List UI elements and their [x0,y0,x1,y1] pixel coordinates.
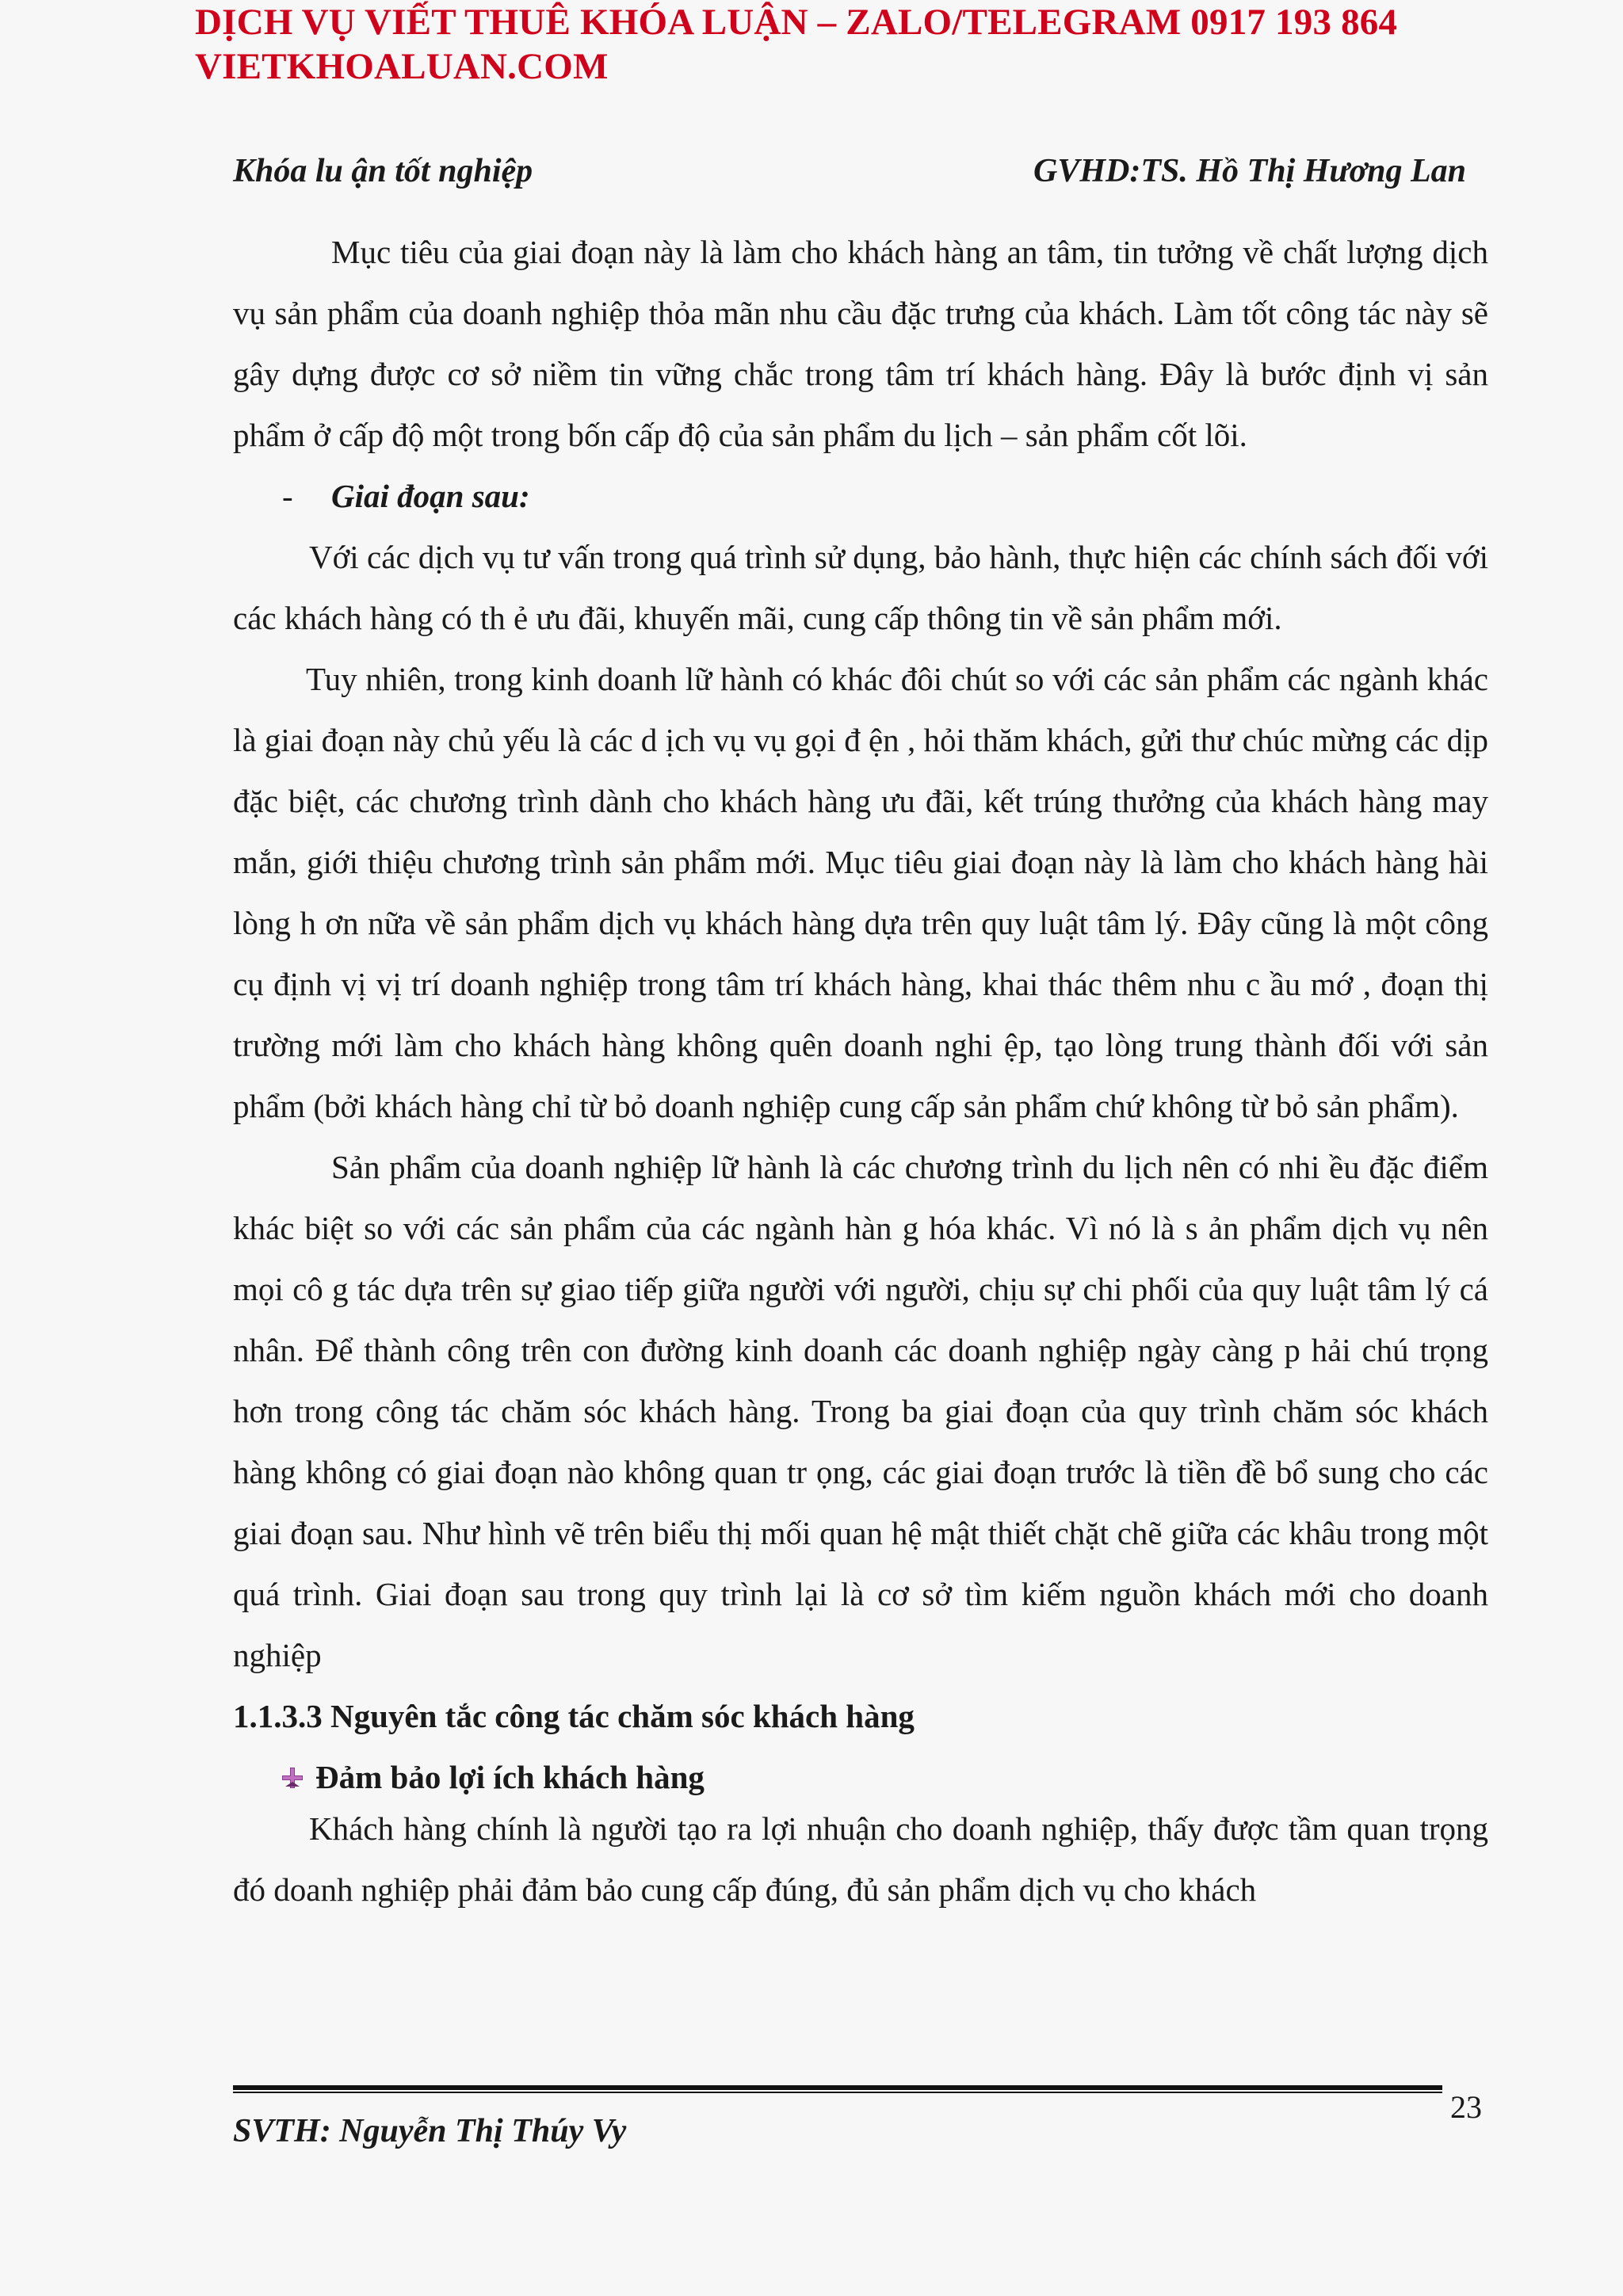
banner-line-1: DỊCH VỤ VIẾT THUÊ KHÓA LUẬN – ZALO/TELEGRAM 0917 193 864 [195,2,1398,43]
section-heading: 1.1.3.3 Nguyên tắc công tác chăm sóc khách hàng [233,1698,915,1734]
footer-divider-thick [233,2085,1442,2090]
header-advisor: GVHD:TS. Hồ Thị Hương Lan [1033,153,1466,189]
header-thesis-title: Khóa lu ận tốt nghiệp [233,153,533,189]
paragraph-1: Mục tiêu của giai đoạn này là làm cho khách hàng an tâm, tin tưởng về chất lượng dịch vụ sản phẩm của doanh nghiệp thỏa mãn nhu cầu đặc trưng của khách. Làm tốt công tác này sẽ gây dựng được cơ sở niềm tin vững chắc trong tâm trí khách hàng. Đây là bước định vị sản phẩm ở cấp độ một trong bốn cấp độ của sản phẩm du lịch – sản phẩm cốt lõi. [233,234,1488,453]
stage-heading [233,466,1488,527]
body-content [233,222,1488,1920]
paragraph-4: Sản phẩm của doanh nghiệp lữ hành là các chương trình du lịch nên có nhi ều đặc điểm khác biệt so với các sản phẩm của các ngành hàn g hóa khác. Vì nó là s ản phẩm dịch vụ nên mọi cô g tác dựa trên sự giao tiếp giữa người với người, chịu sự chi phối của quy luật tâm lý cá nhân. Để thành công trên con đường kinh doanh các doanh nghiệp ngày càng p hải chú trọng hơn trong công tác chăm sóc khách hàng. Trong ba giai đoạn của quy trình chăm sóc khách hàng không có giai đoạn nào không quan tr ọng, các giai đoạn trước là tiền đề bổ sung cho các giai đoạn sau. Như hình vẽ trên biểu thị mối quan hệ mật thiết chặt chẽ giữa các khâu trong một quá trình. Giai đoạn sau trong quy trình lại là cơ sở tìm kiếm nguồn khách mới cho doanh nghiệp [233,1149,1488,1673]
footer-divider [233,2085,1442,2093]
promo-banner [195,0,1397,89]
bullet-heading: Đảm bảo lợi ích khách hàng [315,1759,705,1795]
footer-divider-thin [233,2092,1442,2093]
paragraph-3: Tuy nhiên, trong kinh doanh lữ hành có khác đôi chút so với các sản phẩm các ngành khác là giai đoạn này chủ yếu là các d ịch vụ vụ gọi đ ện , hỏi thăm khách, gửi thư chúc mừng các dịp đặc biệt, các chương trình dành cho khách hàng ưu đãi, kết trúng thưởng của khách hàng may mắn, giới thiệu chương trình sản phẩm mới. Mục tiêu giai đoạn này là làm cho khách hàng hài lòng h ơn nữa về sản phẩm dịch vụ khách hàng dựa trên quy luật tâm lý. Đây cũng là một công cụ định vị vị trí doanh nghiệp trong tâm trí khách hàng, khai thác thêm nhu c ầu mớ , đoạn thị trường mới làm cho khách hàng không quên doanh nghi ệp, tạo lòng trung thành đối với sản phẩm (bởi khách hàng chỉ từ bỏ doanh nghiệp cung cấp sản phẩm chứ không từ bỏ sản phẩm). [233,661,1488,1124]
stage-title: Giai đoạn sau: [331,478,530,514]
stage-dash: - [282,478,293,514]
paragraph-5: Khách hàng chính là người tạo ra lợi nhuận cho doanh nghiệp, thấy được tầm quan trọng đó doanh nghiệp phải đảm bảo cung cấp đúng, đủ sản phẩm dịch vụ cho khách [233,1810,1488,1908]
banner-line-2: VIETKHOALUAN.COM [195,46,609,87]
footer-student-name: SVTH: Nguyễn Thị Thúy Vy [233,2113,627,2149]
plus-bullet-icon [281,1766,304,1790]
page-number: 23 [1450,2089,1482,2125]
paragraph-2: Với các dịch vụ tư vấn trong quá trình sử dụng, bảo hành, thực hiện các chính sách đối với các khách hàng có th ẻ ưu đãi, khuyến mãi, cung cấp thông tin về sản phẩm mới. [233,539,1488,636]
